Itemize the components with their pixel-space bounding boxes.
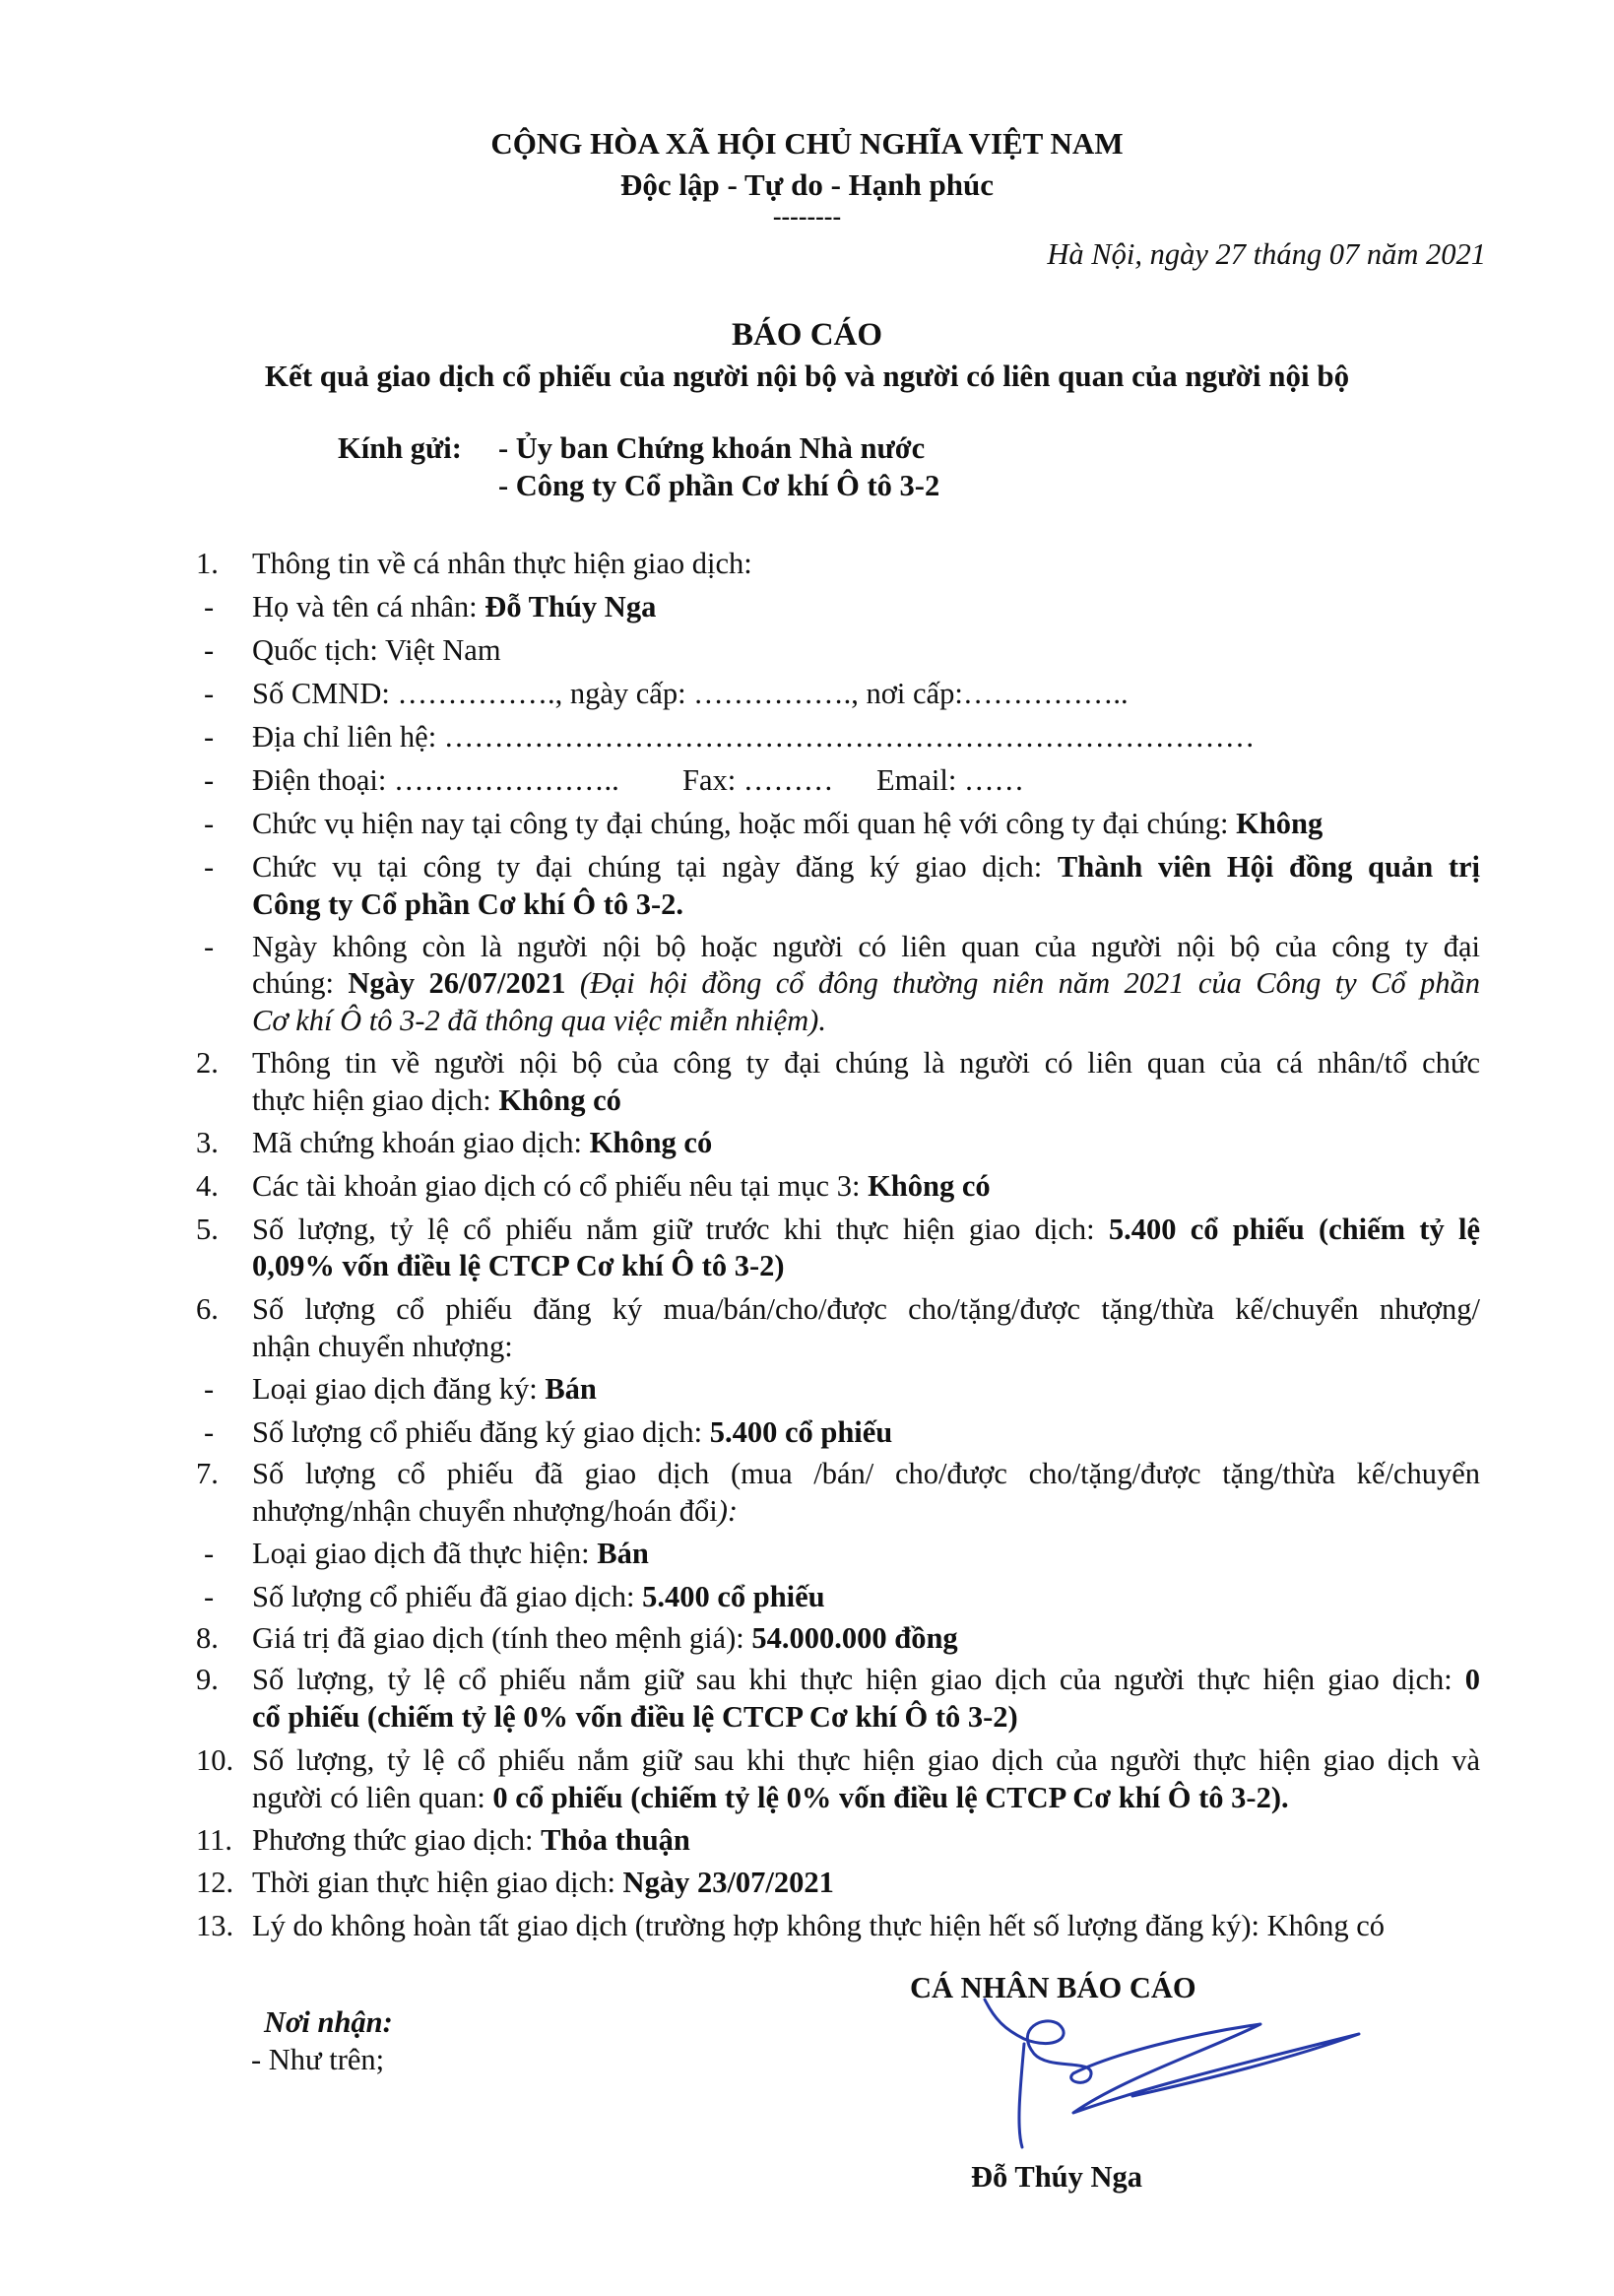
date-line: Hà Nội, ngày 27 tháng 07 năm 2021	[1047, 237, 1486, 271]
item-text: Số lượng, tỷ lệ cổ phiếu nắm giữ sau khi thực hiện giao dịch của người thực hiện giao dịch và	[252, 1743, 1480, 1777]
nationality-line: Quốc tịch: Việt Nam	[252, 633, 501, 667]
national-motto: Độc lập - Tự do - Hạnh phúc	[620, 167, 994, 202]
email-line: Email: ……	[876, 763, 1024, 797]
bullet-dash: -	[204, 633, 215, 667]
item-text: người có liên quan: 0 cổ phiếu (chiếm tỷ lệ 0% vốn điều lệ CTCP Cơ khí Ô tô 3-2).	[252, 1781, 1289, 1814]
bullet-dash: -	[204, 930, 215, 963]
individual-name: Đỗ Thúy Nga	[484, 590, 657, 623]
no-longer-insider-line-2: chúng: Ngày 26/07/2021 (Đại hội đồng cổ đông thường niên năm 2021 của Công ty Cổ phần	[252, 966, 1481, 1000]
item-text: Thông tin về người nội bộ của công ty đại chúng là người có liên quan của cá nhân/tổ chức	[252, 1046, 1480, 1080]
registered-type-line: Loại giao dịch đăng ký: Bán	[252, 1372, 597, 1406]
item-number: 5.	[196, 1213, 219, 1246]
bullet-dash: -	[204, 720, 215, 754]
header-separator: --------	[772, 202, 842, 230]
item-number: 3.	[196, 1126, 219, 1159]
item-number: 10.	[196, 1743, 234, 1777]
recipient-ssc: - Ủy ban Chứng khoán Nhà nước	[498, 431, 926, 465]
bullet-dash: -	[204, 1537, 215, 1570]
current-position-line: Chức vụ hiện nay tại công ty đại chúng, hoặc mối quan hệ với công ty đại chúng: Không	[252, 807, 1323, 840]
item-text: nhượng/nhận chuyển nhượng/hoán đổi):	[252, 1494, 739, 1528]
item-text: nhận chuyển nhượng:	[252, 1330, 513, 1363]
item-number: 9.	[196, 1663, 219, 1696]
item-text: Số lượng, tỷ lệ cổ phiếu nắm giữ sau khi thực hiện giao dịch của người thực hiện giao dịch: 0	[252, 1663, 1480, 1696]
item-text: Thời gian thực hiện giao dịch: Ngày 23/07/2021	[252, 1866, 834, 1899]
receivers-value: - Như trên;	[251, 2043, 385, 2076]
bullet-dash: -	[204, 763, 215, 797]
report-title: BÁO CÁO	[731, 317, 883, 353]
item-number: 2.	[196, 1046, 219, 1080]
executed-quantity-line: Số lượng cổ phiếu đã giao dịch: 5.400 cổ phiếu	[252, 1580, 825, 1613]
phone-line: Điện thoại: …………………..	[252, 763, 619, 797]
registered-quantity-line: Số lượng cổ phiếu đăng ký giao dịch: 5.400 cổ phiếu	[252, 1415, 893, 1449]
item-number: 12.	[196, 1866, 234, 1899]
bullet-dash: -	[204, 850, 215, 884]
position-on-date-line-2: Công ty Cổ phần Cơ khí Ô tô 3-2.	[252, 887, 684, 921]
signer-title: CÁ NHÂN BÁO CÁO	[910, 1971, 1196, 2004]
item-text: cổ phiếu (chiếm tỷ lệ 0% vốn điều lệ CTCP Cơ khí Ô tô 3-2)	[252, 1700, 1018, 1734]
bullet-dash: -	[204, 1372, 215, 1406]
executed-type-line: Loại giao dịch đã thực hiện: Bán	[252, 1537, 649, 1570]
item-text: thực hiện giao dịch: Không có	[252, 1083, 621, 1117]
bullet-dash: -	[204, 1580, 215, 1613]
no-longer-insider-line-3: Cơ khí Ô tô 3-2 đã thông qua việc miễn nhiệm).	[252, 1004, 826, 1037]
bullet-dash: -	[204, 807, 215, 840]
fax-line: Fax: ………	[682, 763, 834, 797]
recipient-company: - Công ty Cổ phần Cơ khí Ô tô 3-2	[498, 469, 940, 502]
bullet-dash: -	[204, 677, 215, 710]
item-text: Giá trị đã giao dịch (tính theo mệnh giá): 54.000.000 đồng	[252, 1621, 958, 1655]
item-text: Các tài khoản giao dịch có cổ phiếu nêu tại mục 3: Không có	[252, 1169, 991, 1203]
item-text: Lý do không hoàn tất giao dịch (trường hợp không thực hiện hết số lượng đăng ký): Không có	[252, 1909, 1386, 1942]
item-number: 7.	[196, 1457, 219, 1490]
item-text: Mã chứng khoán giao dịch: Không có	[252, 1126, 713, 1159]
report-subtitle: Kết quả giao dịch cổ phiếu của người nội bộ và người có liên quan của người nội bộ	[264, 359, 1350, 393]
item-text: 0,09% vốn điều lệ CTCP Cơ khí Ô tô 3-2)	[252, 1249, 785, 1282]
signature-image	[965, 1980, 1379, 2177]
bullet-dash: -	[204, 590, 215, 623]
position-on-date-line: Chức vụ tại công ty đại chúng tại ngày đăng ký giao dịch: Thành viên Hội đồng quản trị	[252, 850, 1480, 884]
item-text: Phương thức giao dịch: Thỏa thuận	[252, 1823, 690, 1857]
item-text: Số lượng, tỷ lệ cổ phiếu nắm giữ trước khi thực hiện giao dịch: 5.400 cổ phiếu (chiếm tỷ lệ	[252, 1213, 1480, 1246]
country-name: CỘNG HÒA XÃ HỘI CHỦ NGHĨA VIỆT NAM	[490, 126, 1124, 161]
address-line: Địa chỉ liên hệ: ………………………………………………………………………	[252, 720, 1256, 754]
recipients-label: Kính gửi:	[338, 431, 462, 465]
bullet-dash: -	[204, 1415, 215, 1449]
item-number: 13.	[196, 1909, 234, 1942]
item-number: 8.	[196, 1621, 219, 1655]
item-number: 1.	[196, 547, 219, 580]
receivers-label: Nơi nhận:	[264, 2005, 393, 2039]
item-text: Thông tin về cá nhân thực hiện giao dịch:	[252, 547, 752, 580]
item-number: 4.	[196, 1169, 219, 1203]
signer-name: Đỗ Thúy Nga	[971, 2160, 1143, 2194]
item-number: 11.	[196, 1823, 232, 1857]
item-text: Số lượng cổ phiếu đăng ký mua/bán/cho/được cho/tặng/được tặng/thừa kế/chuyển nhượng/	[252, 1292, 1480, 1326]
id-card-line: Số CMND: ……………., ngày cấp: ……………., nơi cấp:……………..	[252, 677, 1129, 710]
item-text: Số lượng cổ phiếu đã giao dịch (mua /bán/ cho/được cho/tặng/được tặng/thừa kế/chuyển	[252, 1457, 1480, 1490]
no-longer-insider-line-1: Ngày không còn là người nội bộ hoặc người có liên quan của người nội bộ của công ty đại	[252, 930, 1480, 963]
individual-name-line: Họ và tên cá nhân: Đỗ Thúy Nga	[252, 590, 657, 623]
item-number: 6.	[196, 1292, 219, 1326]
